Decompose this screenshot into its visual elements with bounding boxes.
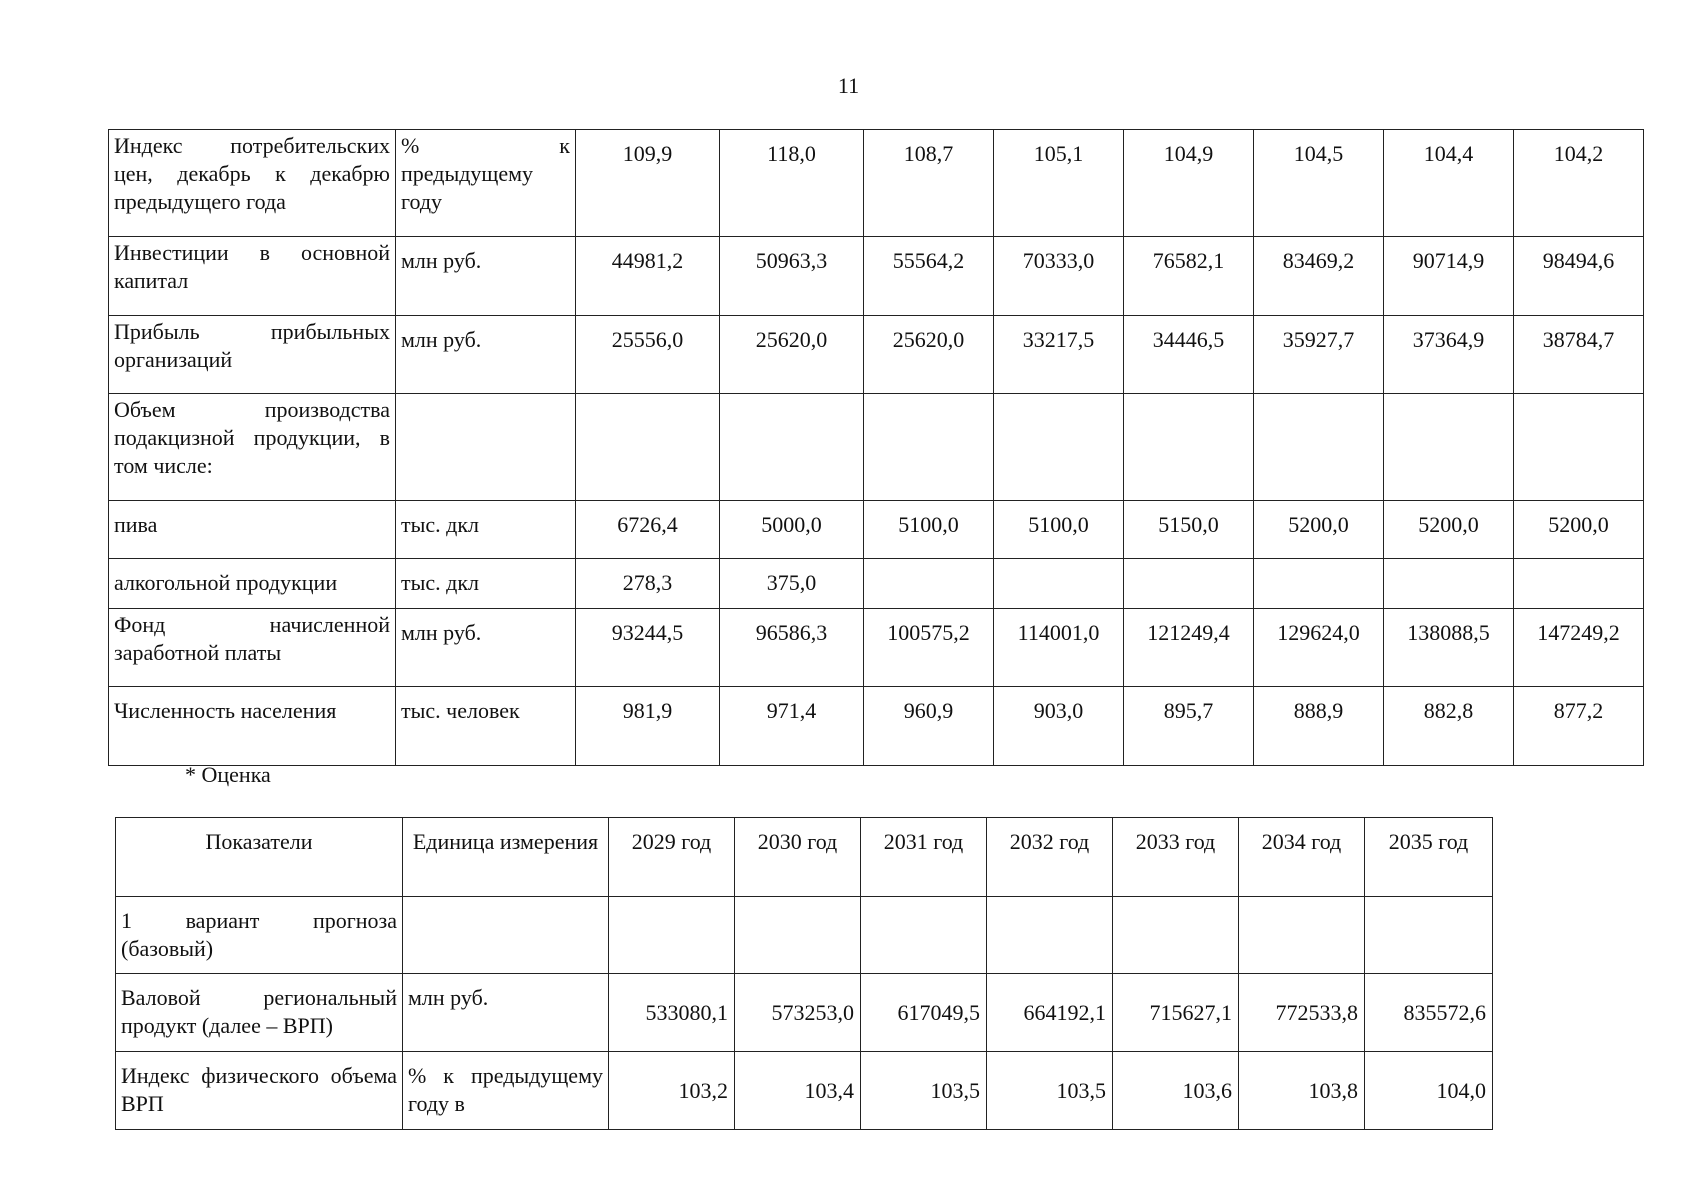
unit-cell — [403, 897, 609, 974]
value-cell: 100575,2 — [864, 609, 994, 687]
value-cell: 50963,3 — [720, 237, 864, 316]
value-cell: 533080,1 — [609, 974, 735, 1052]
page-number: 11 — [837, 73, 860, 98]
value-cell: 90714,9 — [1384, 237, 1514, 316]
value-cell: 98494,6 — [1514, 237, 1644, 316]
column-header-year: 2033 год — [1113, 818, 1239, 897]
value-cell: 103,8 — [1239, 1052, 1365, 1130]
value-cell: 38784,7 — [1514, 316, 1644, 394]
value-cell: 34446,5 — [1124, 316, 1254, 394]
value-cell: 76582,1 — [1124, 237, 1254, 316]
value-cell: 664192,1 — [987, 974, 1113, 1052]
value-cell: 108,7 — [864, 130, 994, 237]
value-cell: 375,0 — [720, 559, 864, 609]
table-row — [109, 316, 1644, 394]
value-cell — [1514, 559, 1644, 609]
value-cell — [1124, 394, 1254, 501]
value-cell — [1384, 559, 1514, 609]
table-row — [109, 501, 1644, 559]
value-cell — [735, 897, 861, 974]
unit-cell: млн руб. — [403, 974, 609, 1052]
value-cell: 5200,0 — [1514, 501, 1644, 559]
value-cell — [1514, 394, 1644, 501]
unit-cell: тыс. человек — [396, 687, 576, 766]
table-row — [109, 394, 1644, 501]
value-cell — [994, 559, 1124, 609]
indicator-label: Валовой региональный продукт (далее – ВРП) — [116, 974, 403, 1052]
value-cell: 573253,0 — [735, 974, 861, 1052]
indicator-label: 1 вариант прогноза (базовый) — [116, 897, 403, 974]
value-cell: 121249,4 — [1124, 609, 1254, 687]
unit-cell: млн руб. — [396, 609, 576, 687]
value-cell: 5200,0 — [1384, 501, 1514, 559]
value-cell: 981,9 — [576, 687, 720, 766]
value-cell: 5000,0 — [720, 501, 864, 559]
value-cell: 888,9 — [1254, 687, 1384, 766]
indicator-label: Прибыль прибыльных организаций — [109, 316, 396, 394]
unit-cell: млн руб. — [396, 237, 576, 316]
value-cell: 882,8 — [1384, 687, 1514, 766]
table-row — [109, 687, 1644, 766]
value-cell: 103,2 — [609, 1052, 735, 1130]
value-cell: 715627,1 — [1113, 974, 1239, 1052]
value-cell: 5100,0 — [994, 501, 1124, 559]
value-cell: 104,5 — [1254, 130, 1384, 237]
value-cell: 129624,0 — [1254, 609, 1384, 687]
table-row — [109, 237, 1644, 316]
indicator-label: Численность населения — [109, 687, 396, 766]
value-cell — [1124, 559, 1254, 609]
column-header-year: 2032 год — [987, 818, 1113, 897]
value-cell — [864, 394, 994, 501]
indicator-label: Индекс потребительских цен, декабрь к декабрю предыдущего года — [109, 130, 396, 237]
table-header-row — [116, 818, 1493, 897]
value-cell: 103,6 — [1113, 1052, 1239, 1130]
column-header-year: 2031 год — [861, 818, 987, 897]
indicator-label: алкогольной продукции — [109, 559, 396, 609]
value-cell — [861, 897, 987, 974]
value-cell: 895,7 — [1124, 687, 1254, 766]
forecast-table — [115, 817, 1493, 1130]
value-cell: 33217,5 — [994, 316, 1124, 394]
value-cell: 903,0 — [994, 687, 1124, 766]
value-cell: 835572,6 — [1365, 974, 1493, 1052]
value-cell — [864, 559, 994, 609]
unit-cell: % к предыдущему году в — [403, 1052, 609, 1130]
value-cell — [1113, 897, 1239, 974]
unit-cell: млн руб. — [396, 316, 576, 394]
value-cell: 103,5 — [987, 1052, 1113, 1130]
indicators-table-continued — [108, 129, 1644, 766]
value-cell: 103,4 — [735, 1052, 861, 1130]
value-cell — [994, 394, 1124, 501]
column-header-year: 2029 год — [609, 818, 735, 897]
value-cell — [576, 394, 720, 501]
column-header-year: 2035 год — [1365, 818, 1493, 897]
value-cell — [1254, 559, 1384, 609]
value-cell: 35927,7 — [1254, 316, 1384, 394]
table-row — [116, 1052, 1493, 1130]
value-cell — [720, 394, 864, 501]
indicator-label: Объем производства подакцизной продукции, в том числе: — [109, 394, 396, 501]
value-cell: 37364,9 — [1384, 316, 1514, 394]
value-cell: 109,9 — [576, 130, 720, 237]
value-cell: 103,5 — [861, 1052, 987, 1130]
value-cell: 93244,5 — [576, 609, 720, 687]
table-row — [109, 130, 1644, 237]
value-cell: 772533,8 — [1239, 974, 1365, 1052]
value-cell: 877,2 — [1514, 687, 1644, 766]
value-cell: 6726,4 — [576, 501, 720, 559]
value-cell — [1384, 394, 1514, 501]
value-cell: 5100,0 — [864, 501, 994, 559]
value-cell — [609, 897, 735, 974]
value-cell: 114001,0 — [994, 609, 1124, 687]
value-cell: 138088,5 — [1384, 609, 1514, 687]
column-header-indicator: Показатели — [116, 818, 403, 897]
value-cell: 960,9 — [864, 687, 994, 766]
value-cell: 25556,0 — [576, 316, 720, 394]
value-cell: 617049,5 — [861, 974, 987, 1052]
column-header-year: 2030 год — [735, 818, 861, 897]
table-row — [116, 974, 1493, 1052]
value-cell: 96586,3 — [720, 609, 864, 687]
value-cell: 5150,0 — [1124, 501, 1254, 559]
unit-cell: % к предыдущему году — [396, 130, 576, 237]
table-row — [109, 559, 1644, 609]
column-header-unit: Единица измерения — [403, 818, 609, 897]
indicator-label: Индекс физического объема ВРП — [116, 1052, 403, 1130]
value-cell: 70333,0 — [994, 237, 1124, 316]
value-cell: 55564,2 — [864, 237, 994, 316]
value-cell: 5200,0 — [1254, 501, 1384, 559]
value-cell — [1239, 897, 1365, 974]
indicator-label: пива — [109, 501, 396, 559]
footnote: * Оценка — [185, 762, 271, 787]
table-row — [116, 897, 1493, 974]
value-cell: 44981,2 — [576, 237, 720, 316]
value-cell: 104,2 — [1514, 130, 1644, 237]
indicator-label: Инвестиции в основной капитал — [109, 237, 396, 316]
value-cell: 83469,2 — [1254, 237, 1384, 316]
value-cell — [987, 897, 1113, 974]
unit-cell: тыс. дкл — [396, 501, 576, 559]
value-cell: 104,9 — [1124, 130, 1254, 237]
value-cell: 25620,0 — [864, 316, 994, 394]
value-cell: 971,4 — [720, 687, 864, 766]
value-cell: 104,4 — [1384, 130, 1514, 237]
value-cell: 118,0 — [720, 130, 864, 237]
value-cell: 104,0 — [1365, 1052, 1493, 1130]
table-row — [109, 609, 1644, 687]
value-cell: 278,3 — [576, 559, 720, 609]
value-cell: 25620,0 — [720, 316, 864, 394]
value-cell — [1365, 897, 1493, 974]
indicator-label: Фонд начисленной заработной платы — [109, 609, 396, 687]
value-cell: 105,1 — [994, 130, 1124, 237]
value-cell — [1254, 394, 1384, 501]
column-header-year: 2034 год — [1239, 818, 1365, 897]
unit-cell — [396, 394, 576, 501]
unit-cell: тыс. дкл — [396, 559, 576, 609]
value-cell: 147249,2 — [1514, 609, 1644, 687]
